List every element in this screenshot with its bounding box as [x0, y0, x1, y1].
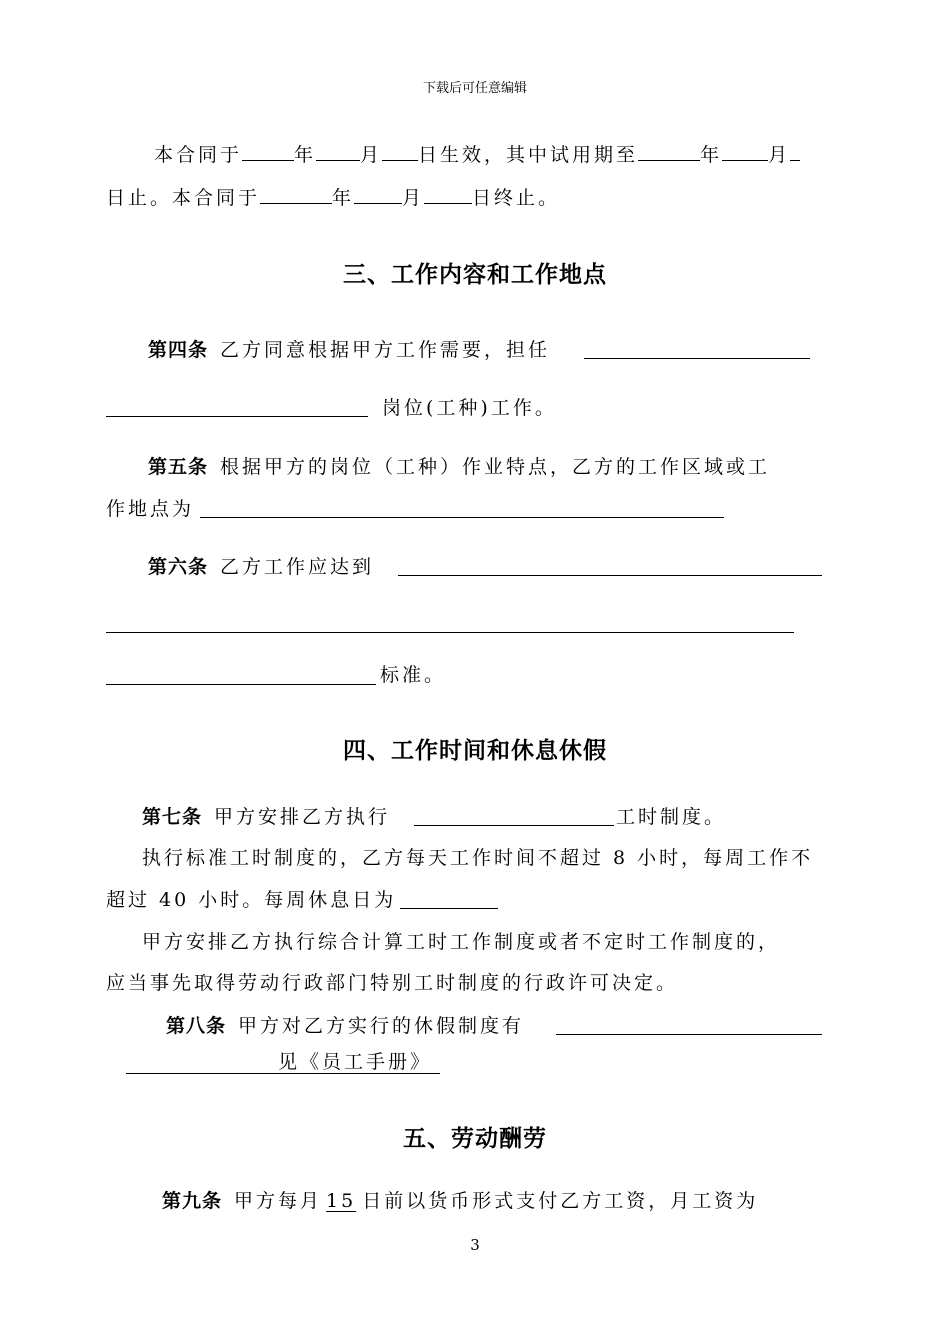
- page-number: 3: [470, 1236, 480, 1254]
- blank-trial-year: [638, 141, 700, 161]
- blank-position-2: [106, 416, 368, 417]
- blank-end-month: [354, 184, 402, 204]
- blank-work-hours-system: [414, 825, 614, 826]
- article-7: 第七条 甲方安排乙方执行: [142, 806, 391, 828]
- article-8: 第八条 甲方对乙方实行的休假制度有: [166, 1015, 525, 1037]
- blank-position: [584, 358, 810, 359]
- section-5-title: 五、劳动酬劳: [403, 1126, 547, 1152]
- article-5-line2: 作地点为: [106, 498, 195, 520]
- blank-trial-month: [722, 141, 768, 161]
- effective-date-line1: 本合同于 年 月 日生效，其中试用期至 年 月: [154, 141, 800, 167]
- article-4-line2: 岗位(工种)工作。: [382, 397, 557, 419]
- blank-end-year: [260, 184, 332, 204]
- blank-standard-2: [106, 632, 794, 633]
- flex-hours-line2: 应当事先取得劳动行政部门特别工时制度的行政许可决定。: [106, 972, 679, 994]
- article-8-line2: 见《员工手册》: [278, 1051, 433, 1073]
- blank-standard-1: [398, 575, 822, 576]
- blank-work-location: [200, 517, 724, 518]
- section-4-title: 四、工作时间和休息休假: [343, 738, 607, 764]
- flex-hours-line1: 甲方安排乙方执行综合计算工时工作制度或者不定时工作制度的，: [142, 931, 781, 953]
- article-9: 第九条 甲方每月 15 日前以货币形式支付乙方工资，月工资为: [162, 1190, 759, 1212]
- blank-start-year: [242, 141, 294, 161]
- standard-hours-line1: 执行标准工时制度的，乙方每天工作时间不超过 8 小时，每周工作不: [142, 847, 814, 869]
- article-4: 第四条 乙方同意根据甲方工作需要，担任: [148, 339, 551, 361]
- pay-day-value: 15: [326, 1190, 357, 1212]
- article-6-end: 标准。: [380, 664, 447, 686]
- article-6: 第六条 乙方工作应达到: [148, 556, 375, 578]
- standard-hours-line2: 超过 40 小时。每周休息日为: [106, 889, 397, 911]
- page-header: 下载后可任意编辑: [422, 81, 527, 96]
- blank-leave-system: [556, 1034, 822, 1035]
- blank-start-day: [382, 141, 418, 161]
- blank-standard-3: [106, 684, 376, 685]
- blank-rest-day: [400, 908, 498, 909]
- blank-end-day: [424, 184, 472, 204]
- article-5: 第五条 根据甲方的岗位（工种）作业特点，乙方的工作区域或工: [148, 456, 771, 478]
- effective-date-line2: 日止。本合同于 年 月 日终止。: [106, 184, 560, 210]
- section-3-title: 三、工作内容和工作地点: [343, 262, 607, 288]
- blank-start-month: [316, 141, 360, 161]
- article-7-end: 工时制度。: [616, 806, 727, 828]
